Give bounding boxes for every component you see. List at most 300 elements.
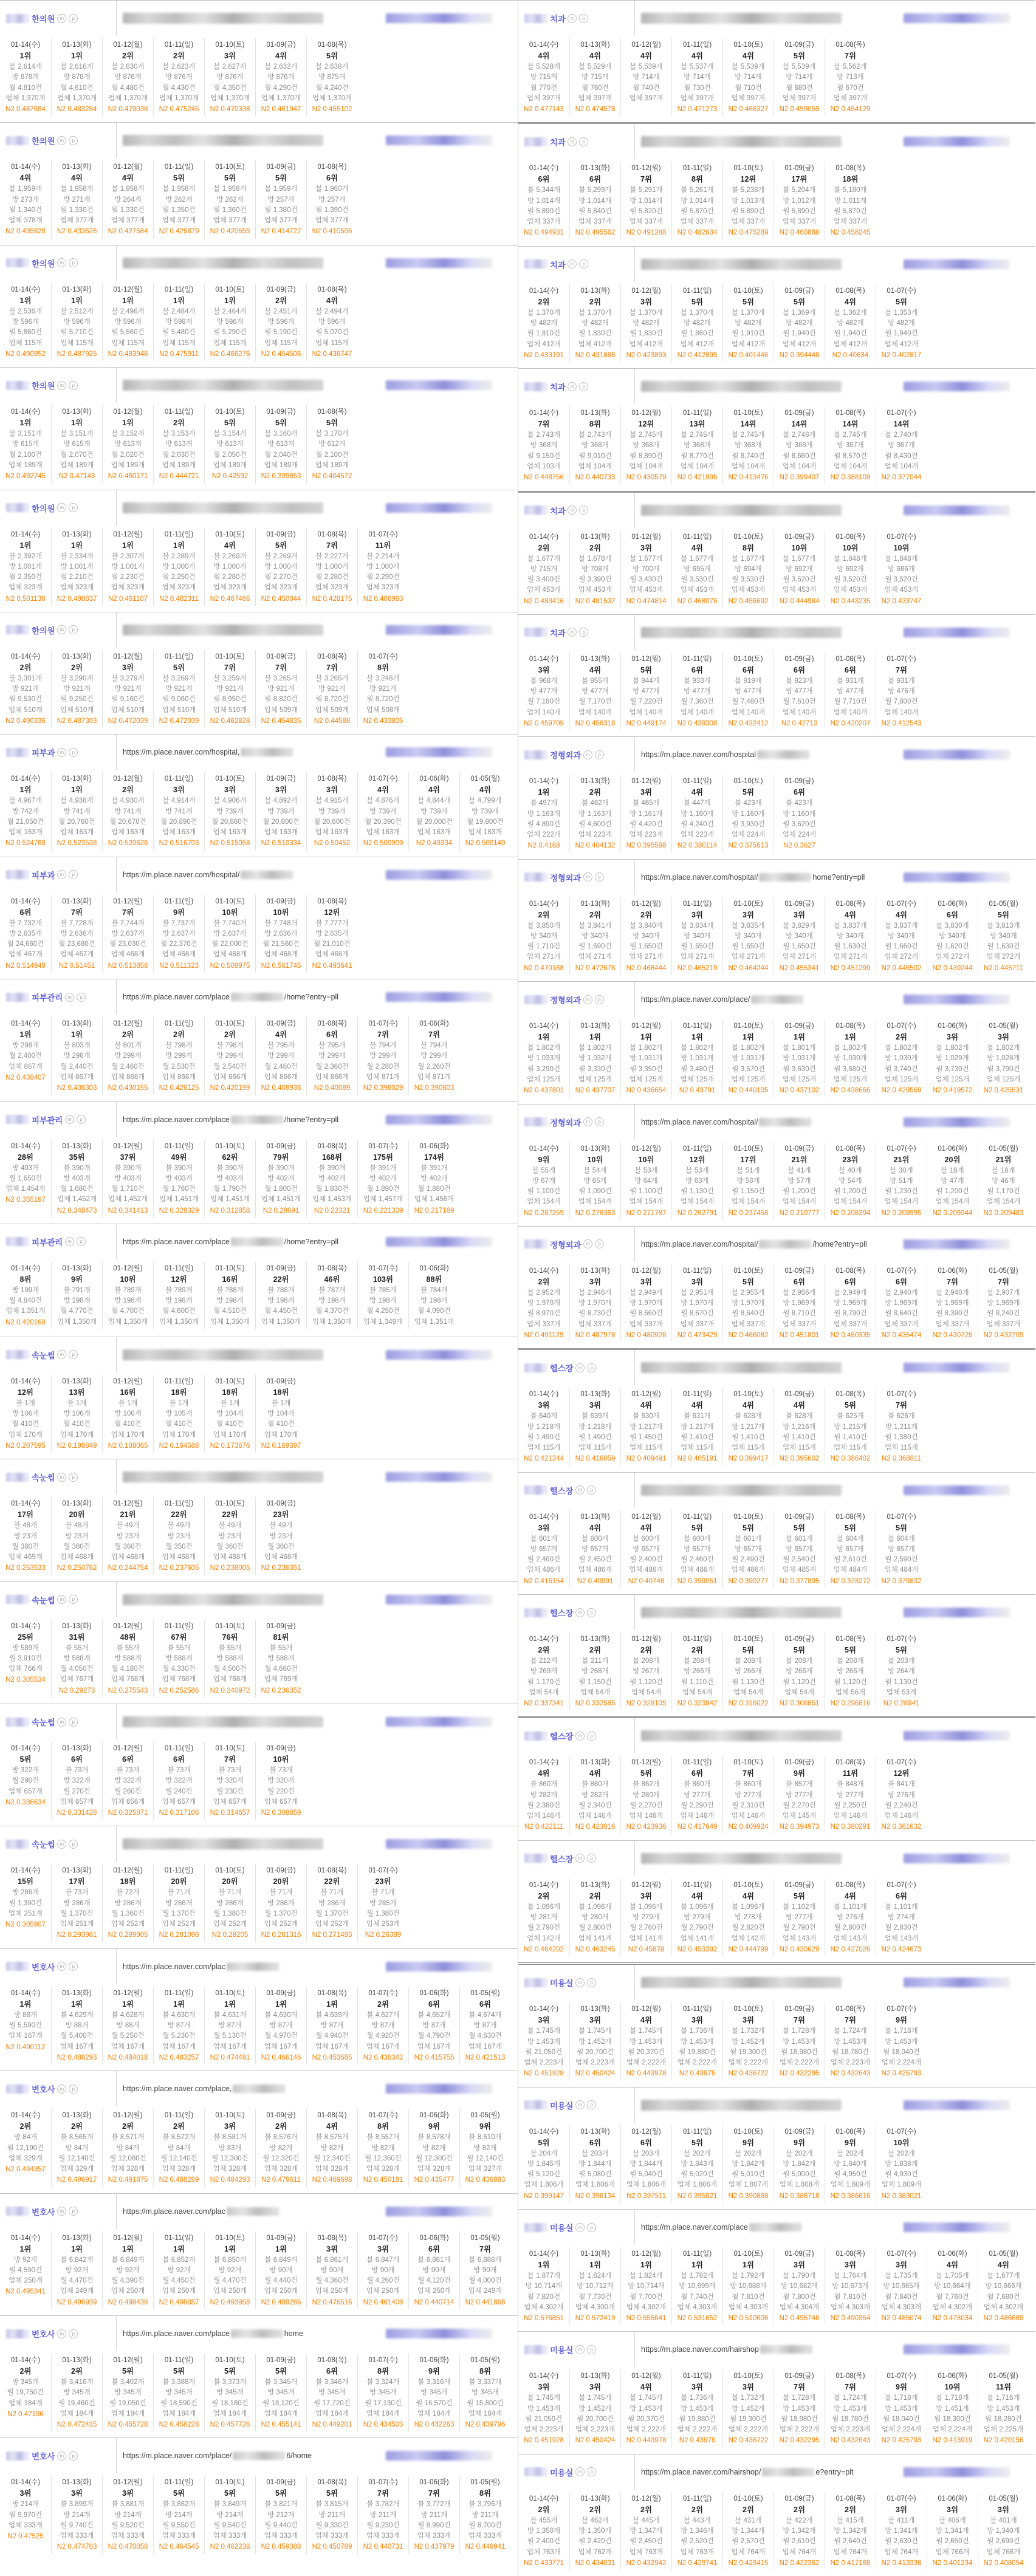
- m-icon[interactable]: m: [57, 625, 66, 634]
- p-icon[interactable]: p: [587, 2467, 596, 2476]
- link-redacted[interactable]: [386, 992, 492, 1002]
- day-rank: 1위: [538, 788, 550, 797]
- m-icon[interactable]: m: [57, 2451, 66, 2461]
- panel-category[interactable]: 피부관리: [32, 1115, 63, 1125]
- p-icon[interactable]: p: [595, 1239, 604, 1249]
- p-icon[interactable]: p: [69, 258, 78, 267]
- day-cell: [306, 283, 357, 361]
- m-icon[interactable]: m: [57, 2329, 66, 2338]
- tracking-panel: [0, 612, 518, 734]
- p-icon[interactable]: p: [579, 628, 588, 637]
- p-icon[interactable]: p: [579, 505, 588, 515]
- day-cell: [51, 1140, 102, 1218]
- n2-score: N2 0.45878: [628, 1945, 665, 1953]
- panel-category[interactable]: 미용실: [550, 2101, 574, 2111]
- panel-category[interactable]: 미용실: [550, 2224, 574, 2233]
- p-icon[interactable]: p: [69, 625, 78, 634]
- blog-count: 블 1,362개: [834, 309, 867, 317]
- company-count: 업체 763개: [527, 2548, 561, 2556]
- m-icon[interactable]: m: [57, 2207, 66, 2216]
- monthly-count: 월 2,380건: [527, 1801, 561, 1809]
- monthly-count: 월 730건: [684, 84, 711, 92]
- link-redacted[interactable]: [904, 1854, 1010, 1863]
- m-icon[interactable]: m: [583, 872, 592, 882]
- link-redacted[interactable]: [904, 1117, 1010, 1127]
- panel-category[interactable]: 미용실: [550, 1979, 574, 1989]
- link-redacted[interactable]: [904, 137, 1010, 146]
- link-redacted[interactable]: [386, 2329, 492, 2338]
- link-redacted[interactable]: [904, 1978, 1010, 1987]
- blog-count: 블 1,802개: [527, 1044, 561, 1052]
- visit-count: 방 1,163개: [527, 810, 561, 818]
- place-url[interactable]: [123, 748, 294, 756]
- panel-category[interactable]: 헬스장: [550, 1486, 574, 1496]
- p-icon[interactable]: p: [69, 1718, 78, 1727]
- p-icon[interactable]: p: [595, 750, 604, 759]
- keyword-redacted: [123, 258, 323, 269]
- link-redacted[interactable]: [386, 503, 492, 513]
- link-redacted[interactable]: [904, 382, 1010, 391]
- m-icon[interactable]: m: [568, 259, 577, 269]
- panel-category[interactable]: 미용실: [550, 2346, 574, 2355]
- day-rank: 1위: [173, 296, 185, 305]
- m-icon[interactable]: m: [57, 258, 66, 267]
- visit-count: 방 1,030개: [834, 1055, 867, 1063]
- panel-category[interactable]: 치과: [550, 383, 566, 392]
- m-icon[interactable]: m: [57, 503, 66, 512]
- p-icon[interactable]: p: [69, 2329, 78, 2338]
- place-url[interactable]: [123, 1238, 338, 1246]
- day-date: 01-06(화): [419, 1989, 449, 1997]
- link-redacted[interactable]: [904, 872, 1010, 882]
- place-url[interactable]: [123, 2084, 286, 2093]
- panel-header-content: [117, 2194, 518, 2229]
- p-icon[interactable]: p: [587, 2345, 596, 2354]
- blog-count: 블 860개: [530, 1781, 558, 1789]
- link-redacted[interactable]: [386, 625, 492, 635]
- day-cell: [153, 2354, 204, 2431]
- company-count: 업체 453개: [833, 586, 868, 594]
- m-icon[interactable]: m: [57, 1350, 66, 1359]
- p-icon[interactable]: p: [587, 2100, 596, 2109]
- link-redacted[interactable]: [386, 870, 492, 880]
- link-redacted[interactable]: [386, 13, 492, 23]
- n2-score: N2 0.368811: [881, 1455, 921, 1463]
- p-icon[interactable]: p: [69, 1350, 78, 1359]
- p-icon[interactable]: p: [587, 1485, 596, 1495]
- panel-category[interactable]: 헬스장: [550, 1854, 574, 1864]
- m-icon[interactable]: m: [57, 1473, 66, 1482]
- monthly-count: 월 9,740건: [60, 2521, 94, 2529]
- monthly-count: 월 2,690건: [987, 2538, 1020, 2546]
- day-cell: [620, 406, 671, 484]
- blog-count: 블 3,170개: [315, 430, 349, 438]
- day-date: 01-10(토): [215, 1867, 245, 1875]
- n2-score: N2 0.420207: [830, 719, 871, 727]
- m-icon[interactable]: m: [57, 14, 66, 23]
- panel-category[interactable]: 헬스장: [550, 1364, 574, 1374]
- m-icon[interactable]: m: [575, 1854, 585, 1863]
- link-redacted[interactable]: [904, 995, 1010, 1004]
- day-rank: 7위: [326, 541, 338, 550]
- p-icon[interactable]: p: [69, 2451, 78, 2461]
- day-rank: 2위: [173, 2122, 185, 2131]
- link-redacted[interactable]: [386, 2207, 492, 2216]
- p-icon[interactable]: p: [595, 1117, 604, 1126]
- m-icon[interactable]: m: [575, 1608, 585, 1617]
- monthly-count: 월 9,010건: [578, 452, 612, 460]
- link-redacted[interactable]: [904, 505, 1010, 515]
- p-icon[interactable]: p: [77, 993, 86, 1002]
- day-date: 01-11(일): [682, 1881, 712, 1889]
- visit-count: 방 657개: [888, 1545, 915, 1553]
- panel-category[interactable]: 속눈썹: [32, 1718, 55, 1728]
- visit-count: 방 1,000개: [213, 563, 247, 570]
- p-icon[interactable]: p: [69, 14, 78, 23]
- p-icon[interactable]: p: [587, 1854, 596, 1863]
- link-redacted[interactable]: [386, 380, 492, 390]
- link-redacted[interactable]: [386, 2084, 492, 2094]
- place-url[interactable]: [641, 750, 811, 759]
- place-url[interactable]: [641, 995, 804, 1004]
- panel-category[interactable]: 치과: [550, 260, 566, 270]
- m-icon[interactable]: m: [575, 2100, 585, 2109]
- n2-score: N2 0.432942: [626, 2559, 667, 2567]
- link-redacted[interactable]: [904, 1731, 1010, 1741]
- link-redacted[interactable]: [386, 135, 492, 145]
- panel-category[interactable]: 치과: [550, 628, 566, 638]
- p-icon[interactable]: p: [77, 1115, 86, 1124]
- m-icon[interactable]: m: [65, 993, 74, 1002]
- p-icon[interactable]: p: [579, 382, 588, 391]
- panel-category[interactable]: 정형외과: [550, 996, 581, 1005]
- day-cell: [408, 2354, 459, 2431]
- panel-category[interactable]: 피부관리: [32, 993, 63, 1003]
- m-icon[interactable]: m: [57, 1840, 66, 1849]
- visit-count: 방 695개: [684, 565, 711, 573]
- day-cell: [671, 1264, 722, 1342]
- link-redacted[interactable]: [904, 13, 1010, 23]
- company-count: 업체 337개: [527, 218, 561, 226]
- panel-category[interactable]: 변호사: [32, 2085, 55, 2095]
- place-url[interactable]: [123, 1962, 280, 1971]
- day-date: 01-14(수): [10, 2479, 41, 2487]
- company-count: 업체 1,451개: [261, 1196, 301, 1204]
- day-cell: [306, 38, 357, 116]
- panel-header: [518, 493, 1035, 528]
- panel-day-row: [0, 892, 518, 979]
- m-icon[interactable]: m: [65, 1115, 74, 1124]
- blog-count: 블 6,847개: [366, 2256, 400, 2264]
- m-icon[interactable]: m: [575, 2345, 585, 2354]
- day-date: 01-09(금): [784, 655, 814, 663]
- n2-score: N2 0.467466: [210, 595, 250, 603]
- day-rank: 2위: [173, 419, 185, 428]
- place-url[interactable]: [641, 2468, 854, 2476]
- n2-score: N2 0.469698: [312, 2176, 352, 2184]
- p-icon[interactable]: p: [587, 1363, 596, 1372]
- day-rank: 5위: [742, 1277, 755, 1286]
- visit-count: 방 23개: [13, 1532, 38, 1540]
- m-icon[interactable]: m: [57, 1962, 66, 1971]
- p-icon[interactable]: p: [77, 1237, 86, 1246]
- m-icon[interactable]: m: [575, 1978, 585, 1987]
- panel-category[interactable]: 한의원: [32, 15, 55, 24]
- panel-header-content: [635, 247, 1035, 282]
- monthly-count: 월 7,610건: [783, 698, 816, 706]
- company-count: 업체 485개: [782, 1566, 817, 1574]
- blog-count: 블 51개: [736, 1166, 760, 1174]
- link-redacted[interactable]: [904, 628, 1010, 637]
- panel-category[interactable]: 치과: [550, 138, 566, 148]
- panel-category[interactable]: 피부과: [32, 871, 55, 880]
- visit-count: 방 403개: [12, 1164, 39, 1172]
- link-redacted[interactable]: [904, 2100, 1010, 2110]
- m-icon[interactable]: m: [583, 750, 592, 759]
- company-count: 업체 1,351개: [5, 1307, 46, 1315]
- day-cell: [0, 772, 51, 850]
- place-url[interactable]: [123, 2451, 312, 2460]
- day-rank: 7위: [946, 1277, 959, 1286]
- m-icon[interactable]: m: [568, 137, 577, 146]
- m-icon[interactable]: m: [57, 1718, 66, 1727]
- p-icon[interactable]: p: [587, 1732, 596, 1741]
- n2-score: N2 0.492745: [5, 473, 46, 481]
- panel-category[interactable]: 속눈썹: [32, 1595, 55, 1605]
- day-rank: 6위: [691, 665, 704, 674]
- panel-category[interactable]: 치과: [550, 506, 566, 516]
- monthly-count: 월 3,530건: [681, 576, 714, 584]
- link-redacted[interactable]: [386, 1237, 492, 1247]
- link-redacted[interactable]: [386, 2451, 492, 2461]
- m-icon[interactable]: m: [568, 628, 577, 637]
- place-url-prefix: https://m.place.naver.com/hospital: [641, 750, 756, 759]
- company-count: 업체 510개: [162, 706, 196, 714]
- m-icon[interactable]: m: [575, 1732, 585, 1741]
- m-icon[interactable]: m: [583, 995, 592, 1004]
- p-icon[interactable]: p: [69, 1595, 78, 1604]
- panel-category[interactable]: 변호사: [32, 2452, 55, 2462]
- n2-score: N2 0.454835: [261, 717, 301, 725]
- link-redacted[interactable]: [904, 2467, 1010, 2477]
- panel-category[interactable]: 한의원: [32, 626, 55, 635]
- p-icon[interactable]: p: [69, 136, 78, 145]
- p-icon[interactable]: p: [69, 870, 78, 879]
- m-icon[interactable]: m: [583, 1117, 592, 1126]
- monthly-count: 월 5,290건: [213, 329, 247, 337]
- p-icon[interactable]: p: [69, 1840, 78, 1849]
- m-icon[interactable]: m: [57, 1595, 66, 1604]
- panel-category[interactable]: 헬스장: [550, 1732, 574, 1742]
- visit-count: 방 482개: [581, 320, 609, 327]
- panel-category[interactable]: 속눈썹: [32, 1351, 55, 1360]
- place-url[interactable]: [641, 1240, 867, 1249]
- m-icon[interactable]: m: [575, 1363, 585, 1372]
- place-url[interactable]: [123, 2329, 303, 2338]
- link-redacted[interactable]: [904, 1485, 1010, 1495]
- day-rank: 6위: [640, 2138, 653, 2147]
- panel-category[interactable]: 한의원: [32, 382, 55, 391]
- p-icon[interactable]: p: [587, 2223, 596, 2232]
- m-icon[interactable]: m: [568, 505, 577, 515]
- day-date: 01-12(월): [113, 1500, 143, 1508]
- panel-category[interactable]: 속눈썹: [32, 1473, 55, 1483]
- day-date: 01-14(수): [10, 1500, 41, 1508]
- day-cell: [876, 1388, 927, 1465]
- panel-title-cell: [0, 1, 117, 36]
- link-redacted[interactable]: [904, 2222, 1010, 2232]
- company-count: 업체 115개: [264, 339, 298, 347]
- panel-category[interactable]: 정형외과: [550, 1240, 581, 1250]
- day-cell: [0, 1375, 51, 1453]
- monthly-count: 월 2,450건: [629, 2538, 663, 2546]
- p-icon[interactable]: p: [587, 1978, 596, 1987]
- blog-count: 블 2,227개: [315, 552, 349, 560]
- place-url[interactable]: [641, 2345, 814, 2354]
- p-icon[interactable]: p: [69, 381, 78, 390]
- p-icon[interactable]: p: [69, 1962, 78, 1971]
- place-url[interactable]: [123, 1115, 338, 1124]
- p-icon[interactable]: p: [69, 1473, 78, 1482]
- p-icon[interactable]: p: [595, 995, 604, 1004]
- m-icon[interactable]: m: [575, 1485, 585, 1495]
- m-icon[interactable]: m: [57, 870, 66, 879]
- p-icon[interactable]: p: [587, 1608, 596, 1617]
- link-redacted[interactable]: [904, 1363, 1010, 1372]
- m-icon[interactable]: m: [65, 1237, 74, 1246]
- link-redacted[interactable]: [386, 1962, 492, 1971]
- n2-score: N2 0.461408: [363, 2298, 403, 2306]
- link-redacted[interactable]: [904, 1239, 1010, 1249]
- link-redacted[interactable]: [386, 747, 492, 757]
- blog-count: 블 55개: [532, 1166, 556, 1174]
- n2-score: N2 0.484293: [210, 2176, 250, 2184]
- link-redacted[interactable]: [904, 750, 1010, 759]
- p-icon[interactable]: p: [69, 748, 78, 757]
- panel-category[interactable]: 속눈썹: [32, 1840, 55, 1850]
- panel-category[interactable]: 한의원: [32, 137, 55, 146]
- link-redacted[interactable]: [386, 1595, 492, 1605]
- place-url[interactable]: [641, 2223, 803, 2232]
- place-url[interactable]: [123, 993, 338, 1001]
- day-cell: [51, 772, 102, 850]
- day-rank: 2위: [589, 2505, 602, 2514]
- link-redacted[interactable]: [904, 259, 1010, 269]
- blog-count: 블 3,830개: [936, 922, 969, 930]
- day-rank: 5위: [275, 2367, 287, 2376]
- m-icon[interactable]: m: [57, 748, 66, 757]
- m-icon[interactable]: m: [57, 381, 66, 390]
- place-url[interactable]: [641, 1118, 812, 1126]
- title-prefix-redacted: [6, 1718, 29, 1727]
- day-cell: [306, 2354, 357, 2431]
- link-redacted[interactable]: [904, 1608, 1010, 1617]
- tracking-panel: [0, 979, 518, 1101]
- panel-category[interactable]: 변호사: [32, 2330, 55, 2340]
- day-rank: 4위: [691, 788, 704, 797]
- m-icon[interactable]: m: [568, 382, 577, 391]
- monthly-count: 월 2,650건: [936, 2538, 969, 2546]
- m-icon[interactable]: m: [568, 14, 577, 23]
- visit-count: 방 589개: [12, 1644, 39, 1652]
- panel-category[interactable]: 헬스장: [550, 1609, 574, 1619]
- p-icon[interactable]: p: [579, 14, 588, 23]
- n2-score: N2 0.433626: [57, 228, 97, 236]
- place-url-prefix: https://m.place.naver.com/plac: [123, 2207, 225, 2216]
- m-icon[interactable]: m: [575, 2223, 585, 2232]
- link-redacted[interactable]: [904, 2345, 1010, 2354]
- link-redacted[interactable]: [386, 1472, 492, 1482]
- n2-score: N2 0.198849: [57, 1442, 97, 1450]
- panel-category[interactable]: 정형외과: [550, 751, 581, 761]
- monthly-count: 월 3,630건: [783, 1065, 816, 1073]
- link-redacted[interactable]: [386, 1717, 492, 1727]
- m-icon[interactable]: m: [575, 2467, 585, 2476]
- monthly-count: 월 4,260건: [366, 2277, 400, 2285]
- link-redacted[interactable]: [386, 1839, 492, 1849]
- p-icon[interactable]: p: [69, 503, 78, 512]
- day-rank: 5위: [122, 2367, 134, 2376]
- panel-category[interactable]: 피부관리: [32, 1238, 63, 1247]
- panel-header-content: [635, 1105, 1035, 1140]
- visit-count: 방 875개: [318, 74, 346, 81]
- m-icon[interactable]: m: [57, 2084, 66, 2094]
- n2-score: N2 0.438407: [5, 1074, 46, 1081]
- day-rank: 7위: [640, 175, 653, 184]
- p-icon[interactable]: p: [595, 872, 604, 882]
- m-icon[interactable]: m: [57, 136, 66, 145]
- panel-category[interactable]: 변호사: [32, 2207, 55, 2217]
- p-icon[interactable]: p: [69, 2084, 78, 2094]
- n2-score: N2 0.399147: [524, 2192, 564, 2200]
- visit-count: 방 345개: [165, 2389, 193, 2397]
- blog-count: 블 4,631개: [213, 2011, 247, 2019]
- panel-category[interactable]: 치과: [550, 15, 566, 24]
- place-url[interactable]: [123, 871, 294, 879]
- visit-count: 방 921개: [318, 685, 346, 693]
- p-icon[interactable]: p: [69, 2207, 78, 2216]
- link-redacted[interactable]: [386, 1115, 492, 1125]
- panel-category[interactable]: 정형외과: [550, 1118, 581, 1128]
- p-icon[interactable]: p: [579, 259, 588, 269]
- panel-category[interactable]: 변호사: [32, 1962, 55, 1972]
- place-url[interactable]: [123, 2207, 280, 2216]
- link-redacted[interactable]: [386, 1350, 492, 1360]
- link-redacted[interactable]: [386, 258, 492, 268]
- n2-score: N2 0.500909: [363, 840, 403, 848]
- monthly-count: 월 2,290건: [366, 574, 400, 581]
- p-icon[interactable]: p: [579, 137, 588, 146]
- place-url[interactable]: [641, 873, 865, 882]
- panel-category[interactable]: 정형외과: [550, 873, 581, 883]
- day-rank: 12위: [740, 175, 756, 184]
- day-rank: 10위: [893, 2138, 910, 2147]
- monthly-count: 월 2,020건: [111, 451, 145, 459]
- monthly-count: 월 2,040건: [264, 451, 298, 459]
- day-date: 01-12(월): [631, 409, 661, 417]
- panel-category[interactable]: 한의원: [32, 504, 55, 513]
- day-rank: 6위: [538, 175, 550, 184]
- m-icon[interactable]: m: [583, 1239, 592, 1249]
- monthly-count: 월 1,940건: [885, 330, 918, 338]
- panel-category[interactable]: 한의원: [32, 259, 55, 269]
- visit-count: 방 199개: [12, 1286, 39, 1294]
- day-rank: 2위: [19, 2122, 32, 2131]
- blog-count: 블 422개: [786, 2516, 813, 2524]
- day-cell: [774, 1756, 825, 1834]
- panel-category[interactable]: 피부과: [32, 748, 55, 758]
- panel-category[interactable]: 미용실: [550, 2468, 574, 2478]
